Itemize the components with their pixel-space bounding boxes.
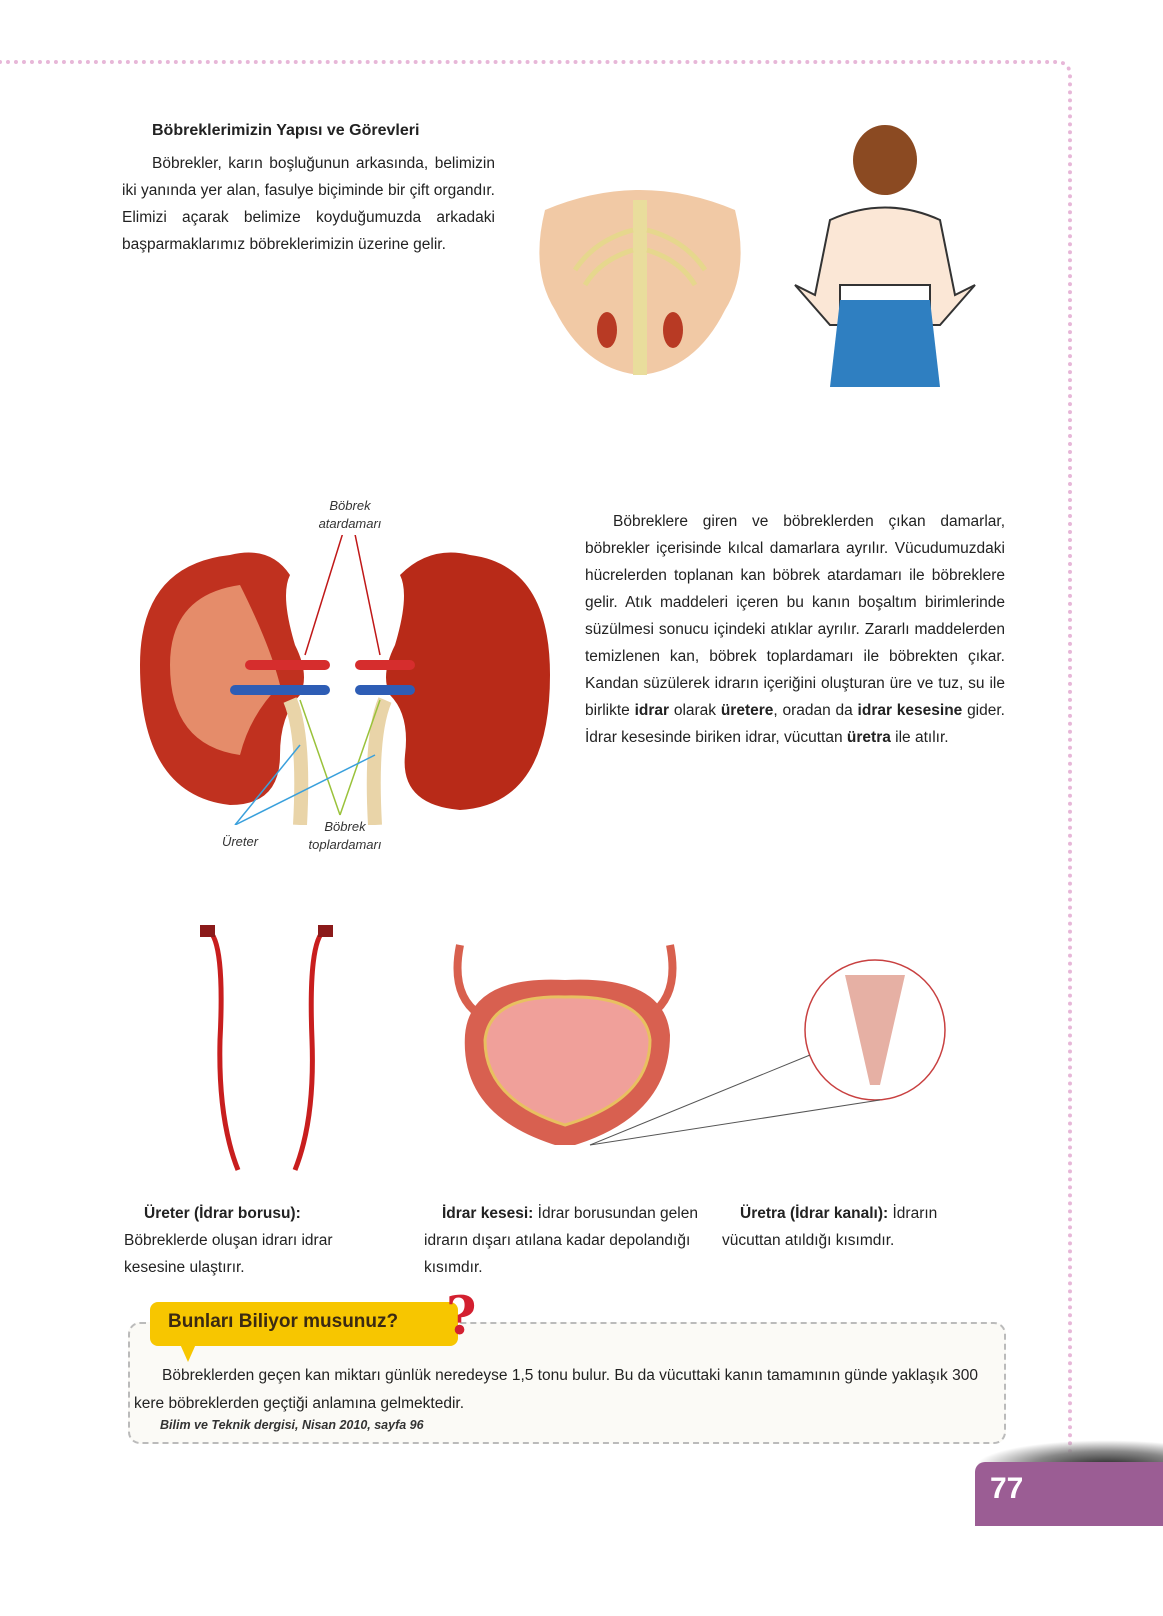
info-box-title: Bunları Biliyor musunuz? bbox=[150, 1302, 458, 1346]
intro-paragraph: Böbrekler, karın boşluğunun arkasında, belimizin iki yanında yer alan, fasulye biçiminde bir çift organdır. Elimizi açarak belimize koyduğumuzda arkadaki başparmaklarımız böbreklerimizin üzerine gelir. bbox=[122, 155, 495, 253]
ureters-illustration bbox=[190, 920, 340, 1180]
kidney-paragraph: Böbreklere giren ve böbreklerden çıkan damarlar, böbrekler içerisinde kılcal damarlara ayrılır. Vücudumuzdaki hücrelerden toplanan kan böbrek atardamarı ile böbreklere gelir. Atık maddeleri içeren bu kanın boşaltım birimlerinde süzülmesi sonucu içindeki atıklar ayrılır. Zararlı maddelerden temizlenen kan, böbrek toplardamarı ile böbrekten çıkar. Kandan süzülerek idrarın içeriğini oluşturan üre ve tuz, su ile birlikte idrar olarak üretere, oradan da idrar kesesine gider. İdrar kesesinde biriken idrar, vücuttan üretra ile atılır. bbox=[585, 513, 1005, 746]
question-mark-icon: ? bbox=[446, 1286, 477, 1347]
label-renal-vein: Böbrek toplardamarı bbox=[308, 819, 382, 852]
info-box-text: Böbreklerden geçen kan miktarı günlük neredeyse 1,5 tonu bulur. Bu da vücuttaki kanın tamamının günde yaklaşık 300 kere böbreklerden geçtiği anlamına gelmektedir. bbox=[134, 1367, 978, 1412]
info-box-source: Bilim ve Teknik dergisi, Nisan 2010, sayfa 96 bbox=[160, 1418, 424, 1432]
boy-hands-on-waist-illustration bbox=[790, 125, 980, 390]
bladder-illustration bbox=[450, 935, 960, 1165]
back-anatomy-illustration bbox=[525, 170, 755, 380]
caption-urethra: Üretra (İdrar kanalı): İdrarın vücuttan atıldığı kısımdır. bbox=[722, 1205, 938, 1249]
label-ureter: Üreter bbox=[221, 834, 259, 849]
page-number: 77 bbox=[990, 1472, 1024, 1505]
section-title: Böbreklerimizin Yapısı ve Görevleri bbox=[152, 122, 420, 139]
caption-bladder: İdrar kesesi: İdrar borusundan gelen idrarın dışarı atılana kadar depolandığı kısımdır. bbox=[424, 1205, 698, 1276]
caption-ureter: Üreter (İdrar borusu): Böbreklerde oluşan idrarı idrar kesesine ulaştırır. bbox=[124, 1205, 333, 1276]
kidney-diagram bbox=[130, 535, 560, 825]
label-renal-artery: Böbrek atardamarı bbox=[318, 498, 382, 531]
